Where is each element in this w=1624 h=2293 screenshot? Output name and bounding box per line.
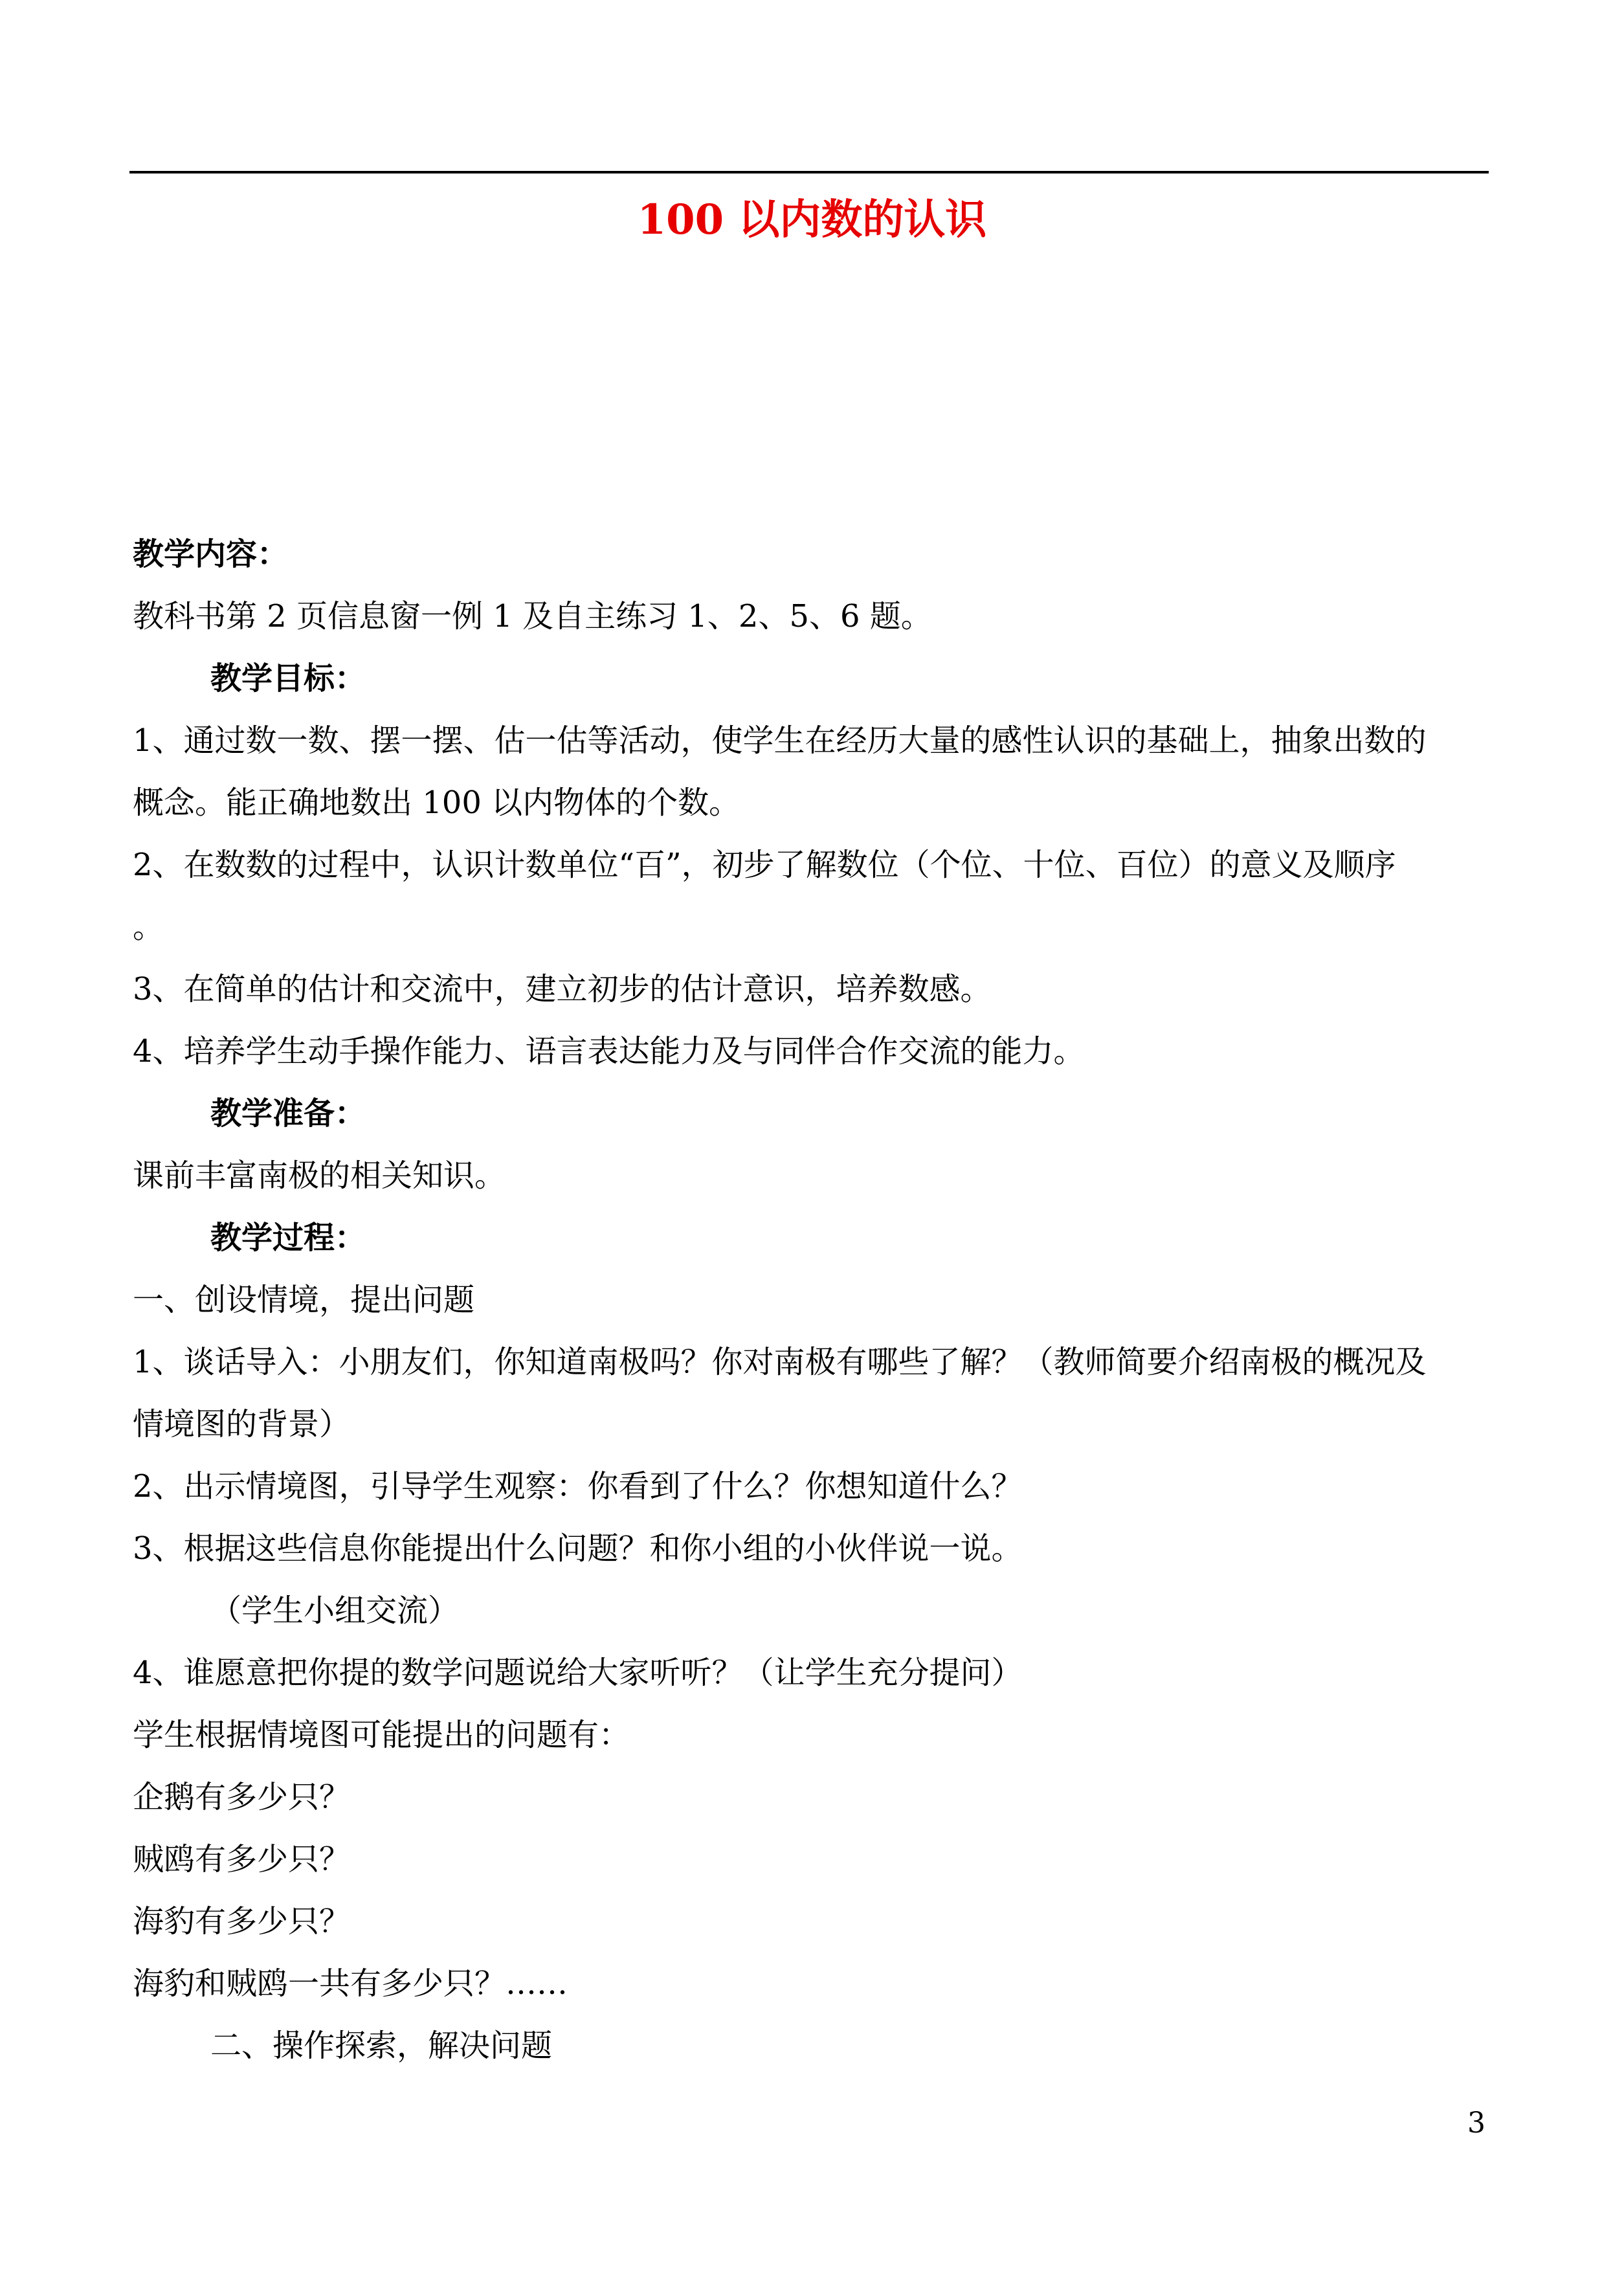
step-1-group-note: （学生小组交流） [210, 1593, 460, 1629]
header-rule [129, 171, 1489, 173]
process-heading: 教学过程： [210, 1220, 366, 1256]
page-title: 100 以内数的认识 [637, 196, 987, 244]
goals-heading: 教学目标： [210, 660, 366, 697]
question-4: 海豹和贼鸥一共有多少只？…… [133, 1965, 568, 2002]
step-1-item-3: 3、根据这些信息你能提出什么问题？和你小组的小伙伴说一说。 [133, 1530, 1023, 1567]
prep-heading: 教学准备： [210, 1095, 366, 1132]
content-text: 教科书第 2 页信息窗一例 1 及自主练习 1、2、5、6 题。 [133, 598, 932, 634]
goal-2-line-2: 。 [133, 909, 164, 945]
question-3: 海豹有多少只？ [133, 1903, 351, 1940]
step-1-item-1-line-1: 1、谈话导入：小朋友们，你知道南极吗？你对南极有哪些了解？（教师简要介绍南极的概况及 [133, 1344, 1427, 1380]
goal-2-line-1: 2、在数数的过程中，认识计数单位“百”，初步了解数位（个位、十位、百位）的意义及顺序 [133, 847, 1396, 883]
prep-text: 课前丰富南极的相关知识。 [133, 1158, 506, 1194]
goal-4: 4、培养学生动手操作能力、语言表达能力及与同伴合作交流的能力。 [133, 1033, 1085, 1069]
questions-intro: 学生根据情境图可能提出的问题有： [133, 1717, 630, 1753]
step-2-heading: 二、操作探索，解决问题 [210, 2028, 553, 2064]
step-1-item-4: 4、谁愿意把你提的数学问题说给大家听听？（让学生充分提问） [133, 1655, 1023, 1691]
page-number: 3 [1467, 2107, 1485, 2140]
content-heading: 教学内容： [133, 536, 289, 572]
step-1-heading: 一、创设情境，提出问题 [133, 1282, 475, 1318]
goal-3: 3、在简单的估计和交流中，建立初步的估计意识，培养数感。 [133, 971, 992, 1007]
step-1-item-1-line-2: 情境图的背景） [133, 1406, 351, 1442]
question-2: 贼鸥有多少只？ [133, 1841, 351, 1877]
goal-1-line-1: 1、通过数一数、摆一摆、估一估等活动，使学生在经历大量的感性认识的基础上，抽象出数的 [133, 722, 1427, 759]
goal-1-line-2: 概念。能正确地数出 100 以内物体的个数。 [133, 785, 740, 821]
question-1: 企鹅有多少只？ [133, 1779, 351, 1815]
step-1-item-2: 2、出示情境图，引导学生观察：你看到了什么？你想知道什么？ [133, 1468, 1023, 1504]
